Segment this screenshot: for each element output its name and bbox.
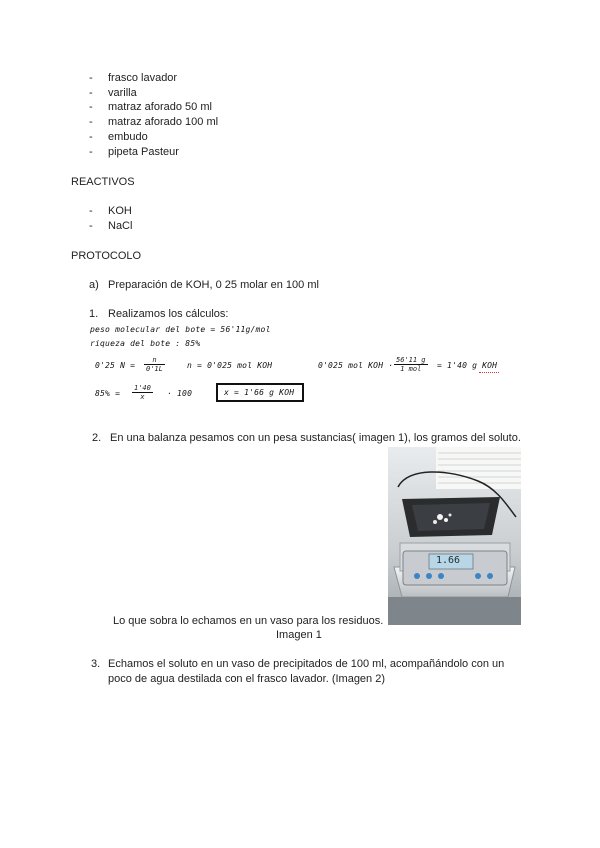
bullet-dash: - — [89, 101, 93, 113]
calc-eq1-right: n = 0'025 mol KOH — [187, 361, 273, 370]
residuos-text: Lo que sobra lo echamos en un vaso para los residuos. — [113, 615, 384, 627]
calc-eq2-left: 0'025 mol KOH · — [318, 361, 394, 370]
bullet-dash: - — [89, 72, 93, 84]
red-underline — [479, 372, 499, 373]
step-a-marker: a) — [89, 279, 99, 291]
step-3-marker: 3. — [91, 658, 101, 670]
calc-eq3-fraction — [132, 384, 153, 401]
material-item: pipeta Pasteur — [108, 146, 179, 158]
step-2-marker: 2. — [92, 432, 102, 444]
step-1-text: Realizamos los cálculos: — [108, 308, 229, 320]
calc-eq2-fraction — [394, 356, 428, 373]
calc-eq3-right: · 100 — [167, 389, 193, 398]
reactivo-item: NaCl — [108, 220, 133, 232]
bullet-dash: - — [89, 116, 93, 128]
step-2-text: En una balanza pesamos con un pesa sustancias( imagen 1), los gramos del soluto. — [110, 432, 521, 444]
calc-eq3-numerator: 1'40 — [134, 384, 151, 392]
calc-eq3-denominator: x — [140, 393, 145, 401]
bullet-dash: - — [89, 205, 93, 217]
balance-display-reading: 1.66 — [436, 555, 461, 566]
bullet-dash: - — [89, 131, 93, 143]
material-item: matraz aforado 50 ml — [108, 101, 212, 113]
material-item: embudo — [108, 131, 148, 143]
calc-result: x = 1'66 g KOH — [224, 388, 295, 397]
step-3-line-1: Echamos el soluto en un vaso de precipitados de 100 ml, acompañándolo con un — [108, 658, 505, 670]
balance-photo — [388, 447, 521, 625]
bullet-dash: - — [89, 220, 93, 232]
calc-eq1-numerator: n — [144, 356, 165, 365]
calc-eq2-right: = 1'40 g KOH — [437, 361, 498, 370]
balance-illustration — [388, 447, 521, 625]
calc-eq3-left: 85% = — [95, 389, 121, 398]
calc-eq1-denominator: 0'1L — [146, 365, 163, 373]
calc-purity: riqueza del bote : 85% — [90, 339, 201, 348]
calc-eq2-denominator: 1 mol — [400, 365, 422, 373]
material-item: frasco lavador — [108, 72, 178, 84]
calc-eq1-left: 0'25 N = — [95, 361, 136, 370]
step-1-marker: 1. — [89, 308, 99, 320]
material-item: varilla — [108, 87, 137, 99]
section-title-protocolo: PROTOCOLO — [71, 250, 142, 262]
material-item: matraz aforado 100 ml — [108, 116, 219, 128]
image-1-caption: Imagen 1 — [276, 629, 322, 641]
calc-molecular-weight: peso molecular del bote = 56'11g/mol — [90, 325, 271, 334]
calc-eq2-numerator: 56'11 g — [396, 356, 426, 364]
step-a-text: Preparación de KOH, 0 25 molar en 100 ml — [108, 279, 319, 291]
bullet-dash: - — [89, 87, 93, 99]
bullet-dash: - — [89, 146, 93, 158]
reactivo-item: KOH — [108, 205, 132, 217]
section-title-reactivos: REACTIVOS — [71, 176, 135, 188]
step-3-line-2: poco de agua destilada con el frasco lavador. (Imagen 2) — [108, 673, 386, 685]
calc-eq1-fraction — [144, 356, 165, 373]
